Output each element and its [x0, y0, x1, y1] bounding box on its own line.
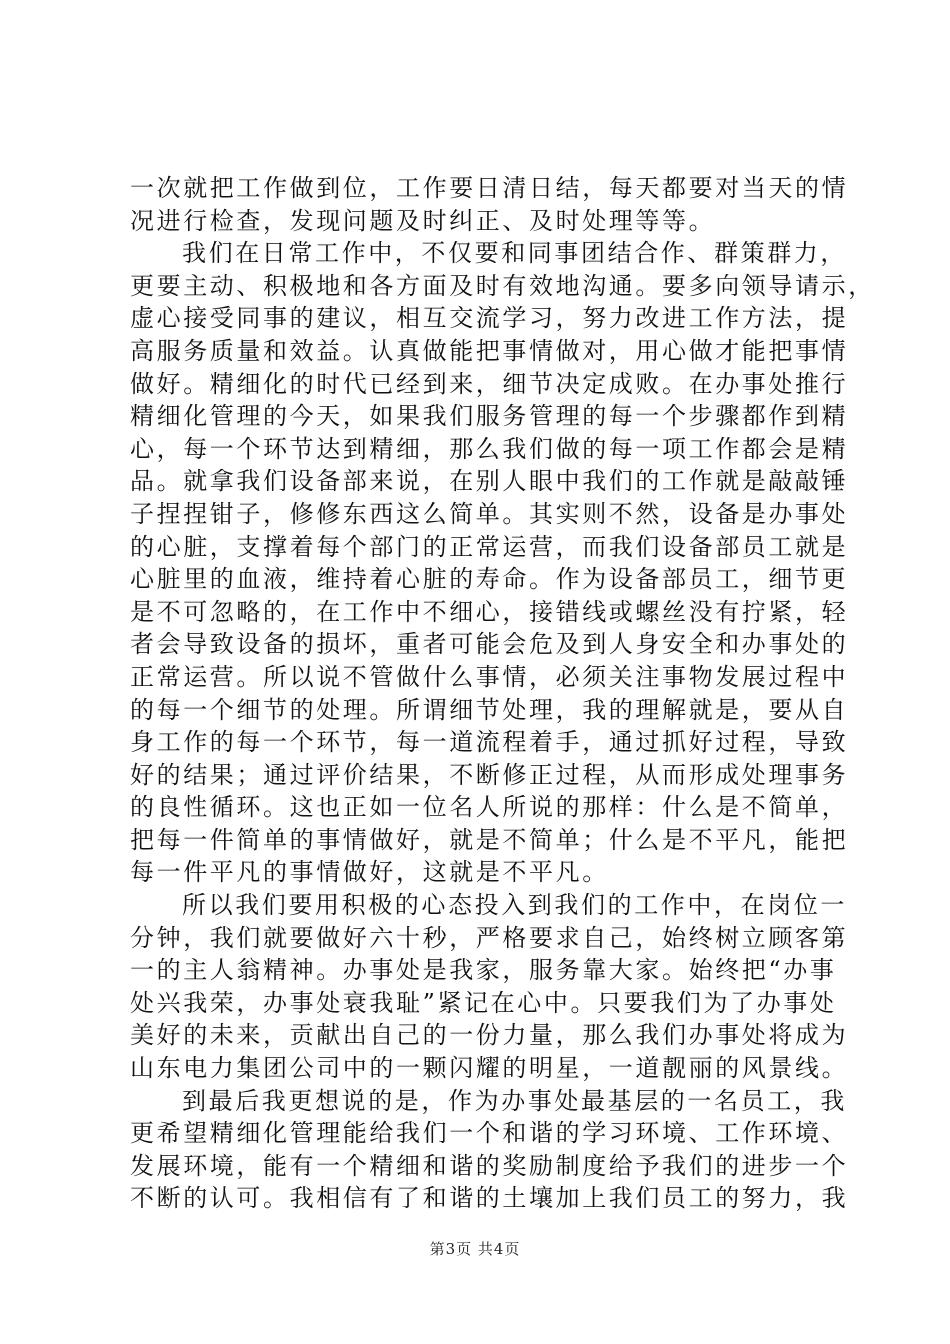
text-line: 做好。精细化的时代已经到来，细节决定成败。在办事处推行: [130, 369, 849, 398]
text-line: 一次就把工作做到位，工作要日清日结，每天都要对当天的情: [130, 174, 849, 202]
text-line: 更要主动、积极地和各方面及时有效地沟通。要多向领导请示，: [130, 271, 875, 300]
text-line: 的心脏，支撑着每个部门的正常运营，而我们设备部员工就是: [130, 532, 849, 561]
text-line: 正常运营。所以说不管做什么事情，必须关注事物发展过程中: [130, 662, 849, 691]
text-line: 况进行检查，发现问题及时纠正、及时处理等等。: [130, 206, 716, 235]
text-line: 我们在日常工作中，不仅要和同事团结合作、群策群力，: [182, 239, 847, 268]
text-line: 山东电力集团公司中的一颗闪耀的明星，一道靓丽的风景线。: [130, 1054, 849, 1083]
text-line: 美好的未来，贡献出自己的一份力量，那么我们办事处将成为: [130, 1021, 849, 1050]
text-line: 虚心接受同事的建议，相互交流学习，努力改进工作方法，提: [130, 304, 849, 333]
document-body: [130, 172, 875, 1215]
text-line: 心，每一个环节达到精细，那么我们做的每一项工作都会是精: [130, 434, 849, 463]
text-line: 身工作的每一个环节，每一道流程着手，通过抓好过程，导致: [130, 728, 849, 757]
text-line: 发展环境，能有一个精细和谐的奖励制度给予我们的进步一个: [130, 1151, 849, 1180]
text-line: 心脏里的血液，维持着心脏的寿命。作为设备部员工，细节更: [130, 565, 849, 594]
text-line: 的每一个细节的处理。所谓细节处理，我的理解就是，要从自: [130, 695, 849, 724]
text-line: 子捏捏钳子，修修东西这么简单。其实则不然，设备是办事处: [130, 499, 849, 528]
text-line: 者会导致设备的损坏，重者可能会危及到人身安全和办事处的: [130, 630, 849, 659]
text-line: 到最后我更想说的是，作为办事处最基层的一名员工，我: [182, 1086, 847, 1115]
text-line: 高服务质量和效益。认真做能把事情做对，用心做才能把事情: [130, 336, 849, 365]
text-line: 不断的认可。我相信有了和谐的土壤加上我们员工的努力，我: [130, 1184, 849, 1213]
text-line: 精细化管理的今天，如果我们服务管理的每一个步骤都作到精: [130, 402, 849, 431]
text-line: 处兴我荣，办事处衰我耻”紧记在心中。只要我们为了办事处: [130, 988, 837, 1017]
text-line: 所以我们要用积极的心态投入到我们的工作中，在岗位一: [182, 891, 847, 920]
text-line: 好的结果；通过评价结果，不断修正过程，从而形成处理事务: [130, 760, 849, 789]
text-line: 更希望精细化管理能给我们一个和谐的学习环境、工作环境、: [130, 1119, 849, 1148]
text-line: 每一件平凡的事情做好，这就是不平凡。: [130, 858, 609, 887]
text-line: 是不可忽略的，在工作中不细心，接错线或螺丝没有拧紧，轻: [130, 597, 849, 626]
text-line: 的良性循环。这也正如一位名人所说的那样：什么是不简单，: [130, 793, 849, 822]
text-line: 分钟，我们就要做好六十秒，严格要求自己，始终树立顾客第: [130, 923, 849, 952]
text-line: 把每一件简单的事情做好，就是不简单；什么是不平凡，能把: [130, 825, 849, 854]
page-footer: 第3页 共4页: [429, 1240, 521, 1258]
text-line: 一的主人翁精神。办事处是我家，服务靠大家。始终把“办事: [130, 956, 837, 985]
text-line: 品。就拿我们设备部来说，在别人眼中我们的工作就是敲敲锤: [130, 467, 849, 496]
